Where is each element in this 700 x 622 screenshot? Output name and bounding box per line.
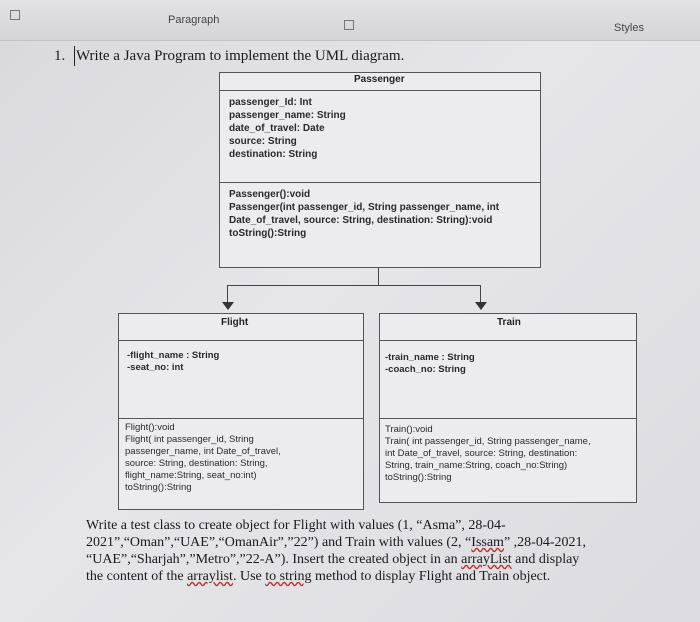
cursor-caret — [74, 46, 75, 66]
spellcheck-word: to string — [265, 569, 312, 584]
passenger-method: Passenger():void — [229, 189, 311, 200]
passenger-class-title: Passenger — [354, 74, 405, 85]
instructions-line-3: “UAE”,“Sharjah”,”Metro”,”22-A”). Insert the created object in an arrayList and display — [86, 552, 580, 567]
flight-attribute: -seat_no: int — [127, 362, 184, 373]
train-title-divider — [379, 340, 637, 341]
train-method: String, train_name:String, coach_no:String) — [385, 460, 568, 471]
question-number: 1. — [54, 48, 66, 64]
flight-class-title: Flight — [221, 317, 249, 328]
inheritance-trunk-line — [378, 268, 379, 286]
train-method: toString():String — [385, 472, 452, 483]
train-arrowhead-icon — [475, 302, 487, 310]
flight-attributes — [127, 350, 219, 374]
passenger-attributes — [229, 96, 346, 161]
flight-method: Flight():void — [125, 422, 175, 433]
passenger-method: Date_of_travel, source: String, destination: String):void — [229, 215, 493, 226]
styles-group-label: Styles — [614, 22, 644, 34]
train-attribute: -coach_no: String — [385, 364, 466, 375]
flight-attribute: -flight_name : String — [127, 350, 220, 361]
flight-title-divider — [118, 340, 364, 341]
ribbon-left-launcher-icon[interactable] — [10, 10, 20, 20]
passenger-attribute: source: String — [229, 136, 297, 147]
instructions-line-2: 2021”,“Oman”,“UAE”,“OmanAir”,”22”) and Train with values (2, “Issam” ,28-04-2021, — [86, 535, 586, 550]
inheritance-branch-line — [227, 285, 481, 286]
passenger-title-divider — [219, 90, 541, 91]
passenger-attribute: passenger_Id: Int — [229, 97, 312, 108]
passenger-attribute: destination: String — [229, 149, 318, 160]
passenger-method: Passenger(int passenger_id, String passenger_name, int — [229, 202, 500, 213]
question-text: Write a Java Program to implement the UML diagram. — [76, 48, 405, 64]
flight-methods — [125, 422, 281, 494]
train-method: Train( int passenger_id, String passenger_name, — [385, 436, 591, 447]
train-methods — [385, 424, 591, 484]
passenger-method: toString():String — [229, 228, 307, 239]
train-methods-divider — [379, 418, 637, 419]
flight-arrowhead-icon — [222, 302, 234, 310]
flight-method: toString():String — [125, 482, 192, 493]
train-attribute: -train_name : String — [385, 352, 475, 363]
passenger-attribute: passenger_name: String — [229, 110, 346, 121]
instructions-line-4: the content of the arraylist. Use to string method to display Flight and Train object. — [86, 569, 551, 584]
flight-method: source: String, destination: String, — [125, 458, 268, 469]
flight-methods-divider — [118, 418, 364, 419]
train-attributes — [385, 352, 475, 376]
paragraph-launcher-icon[interactable] — [344, 20, 354, 30]
passenger-methods-divider — [219, 182, 541, 183]
instructions-line-1: Write a test class to create object for Flight with values (1, “Asma”, 28-04- — [86, 518, 506, 533]
train-method: int Date_of_travel, source: String, destination: — [385, 448, 578, 459]
spellcheck-word: Issam — [471, 535, 504, 550]
instructions-paragraph — [86, 517, 686, 585]
spellcheck-word: arraylist — [187, 569, 233, 584]
spellcheck-word: arrayList — [461, 552, 512, 567]
flight-method: passenger_name, int Date_of_travel, — [125, 446, 281, 457]
flight-method: Flight( int passenger_id, String — [125, 434, 254, 445]
passenger-attribute: date_of_travel: Date — [229, 123, 325, 134]
passenger-methods — [229, 188, 499, 240]
train-method: Train():void — [385, 424, 433, 435]
paragraph-group-label: Paragraph — [168, 14, 220, 26]
train-class-title: Train — [497, 317, 521, 328]
flight-method: flight_name:String, seat_no:int) — [125, 470, 257, 481]
